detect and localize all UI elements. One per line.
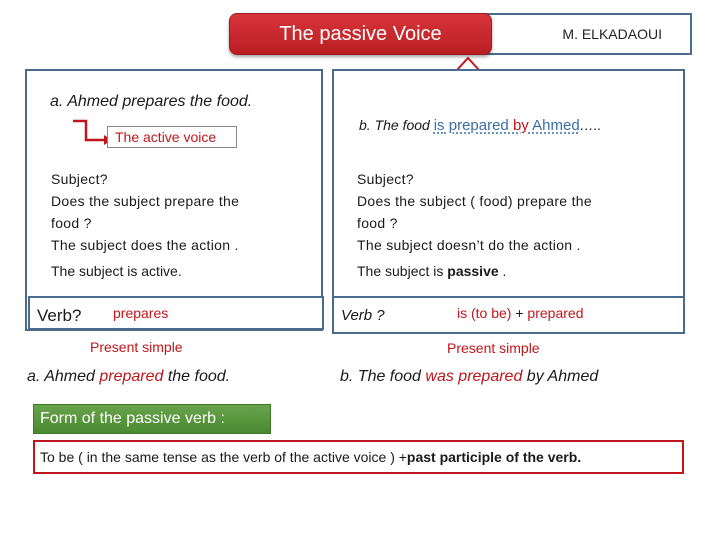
passive-questions (357, 168, 657, 256)
active-verb-value: prepares (113, 305, 169, 321)
question-does: Does the subject prepare the (51, 193, 240, 209)
active-tense: Present simple (90, 339, 183, 355)
passive-status: The subject is passive . (357, 263, 507, 279)
author-box (460, 13, 692, 55)
active-voice-label: The active voice (107, 126, 237, 148)
answer-action: The subject doesn’t do the action . (357, 237, 581, 253)
question-does: Does the subject ( food) prepare the (357, 193, 592, 209)
passive-answer: is prepared by Ahmed (433, 117, 580, 134)
question-food: food ? (357, 215, 398, 231)
passive-rule: To be ( in the same tense as the verb of the active voice ) + past participle of the verb. (33, 440, 684, 474)
passive-past-sentence: b. The food was prepared by Ahmed (340, 368, 599, 385)
question-subject: Subject? (357, 171, 414, 187)
author-name: M. ELKADAOUI (562, 26, 662, 42)
answer-action: The subject does the action . (51, 237, 239, 253)
question-subject: Subject? (51, 171, 108, 187)
active-sentence: a. Ahmed prepares the food. (50, 93, 253, 110)
verb-label: Verb? (37, 306, 82, 325)
active-status: The subject is active. (51, 263, 182, 279)
active-past-sentence: a. Ahmed prepared the food. (27, 368, 231, 385)
passive-verb-value: is (to be) + prepared (457, 305, 584, 321)
active-questions (51, 168, 291, 256)
question-food: food ? (51, 215, 92, 231)
title-banner (229, 13, 492, 55)
page-title: The passive Voice (279, 22, 442, 45)
passive-sentence: b. The food is prepared by Ahmed….. (359, 117, 602, 134)
form-heading: Form of the passive verb : (33, 404, 271, 434)
passive-tense: Present simple (447, 340, 540, 356)
verb-label: Verb ? (341, 307, 385, 324)
